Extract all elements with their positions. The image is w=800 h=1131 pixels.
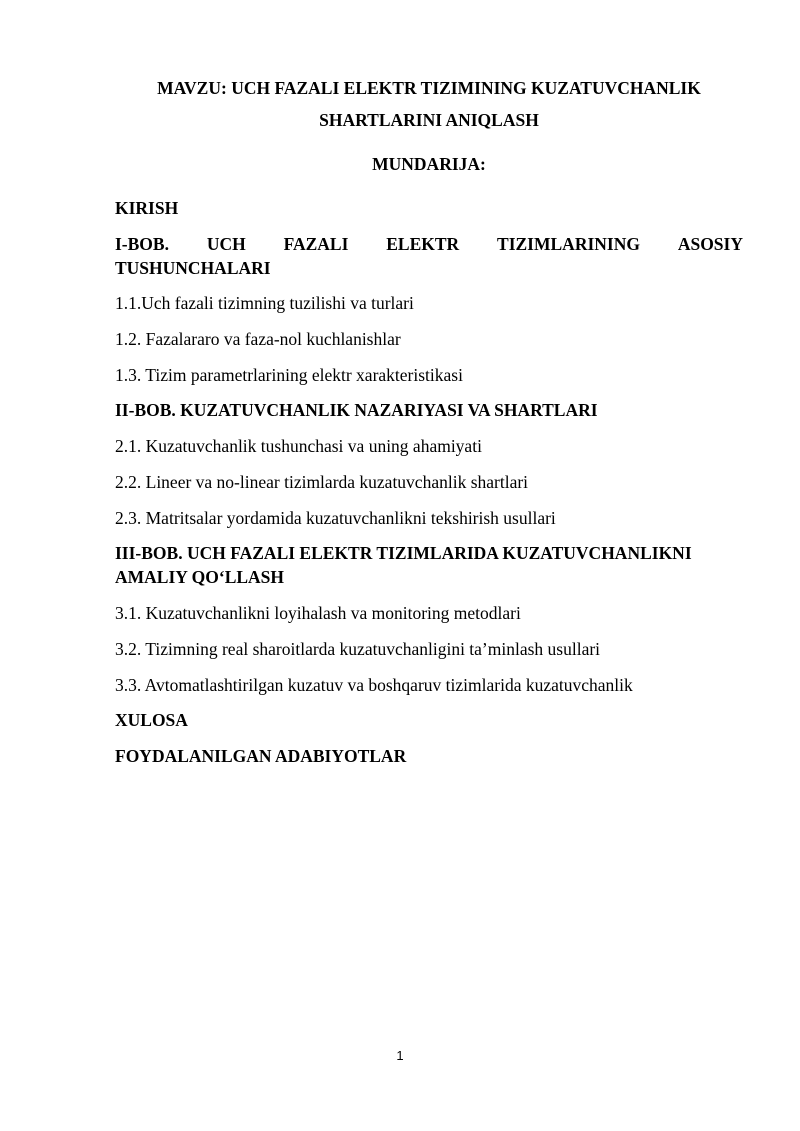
document-title-line2: SHARTLARINI ANIQLASH: [319, 110, 539, 130]
page-number: 1: [396, 1048, 404, 1063]
toc-section-1-2: 1.2. Fazalararo va faza-nol kuchlanishlar: [115, 329, 401, 349]
toc-heading: MUNDARIJA:: [372, 154, 486, 174]
toc-chapter1-word: I-BOB.: [115, 234, 169, 254]
toc-section-3-2: 3.2. Tizimning real sharoitlarda kuzatuvchanligini ta’minlash usullari: [115, 639, 601, 659]
toc-chapter2-title: II-BOB. KUZATUVCHANLIK NAZARIYASI VA SHARTLARI: [115, 400, 598, 420]
document-title-line1: MAVZU: UCH FAZALI ELEKTR TIZIMINING KUZATUVCHANLIK: [157, 78, 701, 98]
toc-chapter1-word: ASOSIY: [677, 234, 743, 254]
toc-chapter1-title: [115, 233, 743, 255]
toc-entry-conclusion: XULOSA: [115, 710, 188, 730]
toc-section-1-1: 1.1.Uch fazali tizimning tuzilishi va turlari: [115, 293, 414, 313]
toc-section-1-3: 1.3. Tizim parametrlarining elektr xarakteristikasi: [115, 365, 463, 385]
toc-chapter1-word: ELEKTR: [386, 234, 460, 254]
toc-chapter1-word: UCH: [206, 234, 246, 254]
toc-chapter1-word: FAZALI: [283, 234, 349, 254]
toc-chapter1-title-line2: TUSHUNCHALARI: [115, 258, 271, 278]
toc-entry-intro: KIRISH: [115, 198, 179, 218]
toc-section-2-1: 2.1. Kuzatuvchanlik tushunchasi va uning ahamiyati: [115, 436, 482, 456]
toc-chapter1-word: TIZIMLARINING: [497, 234, 640, 254]
toc-section-2-3: 2.3. Matritsalar yordamida kuzatuvchanlikni tekshirish usullari: [115, 508, 556, 528]
toc-section-3-3: 3.3. Avtomatlashtirilgan kuzatuv va boshqaruv tizimlarida kuzatuvchanlik: [115, 675, 633, 695]
toc-entry-references: FOYDALANILGAN ADABIYOTLAR: [115, 746, 407, 766]
toc-chapter3-title: III-BOB. UCH FAZALI ELEKTR TIZIMLARIDA KUZATUVCHANLIKNI: [115, 543, 692, 563]
toc-section-2-2: 2.2. Lineer va no-linear tizimlarda kuzatuvchanlik shartlari: [115, 472, 529, 492]
toc-section-3-1: 3.1. Kuzatuvchanlikni loyihalash va monitoring metodlari: [115, 603, 521, 623]
toc-chapter3-title-line2: AMALIY QO‘LLASH: [115, 567, 285, 587]
